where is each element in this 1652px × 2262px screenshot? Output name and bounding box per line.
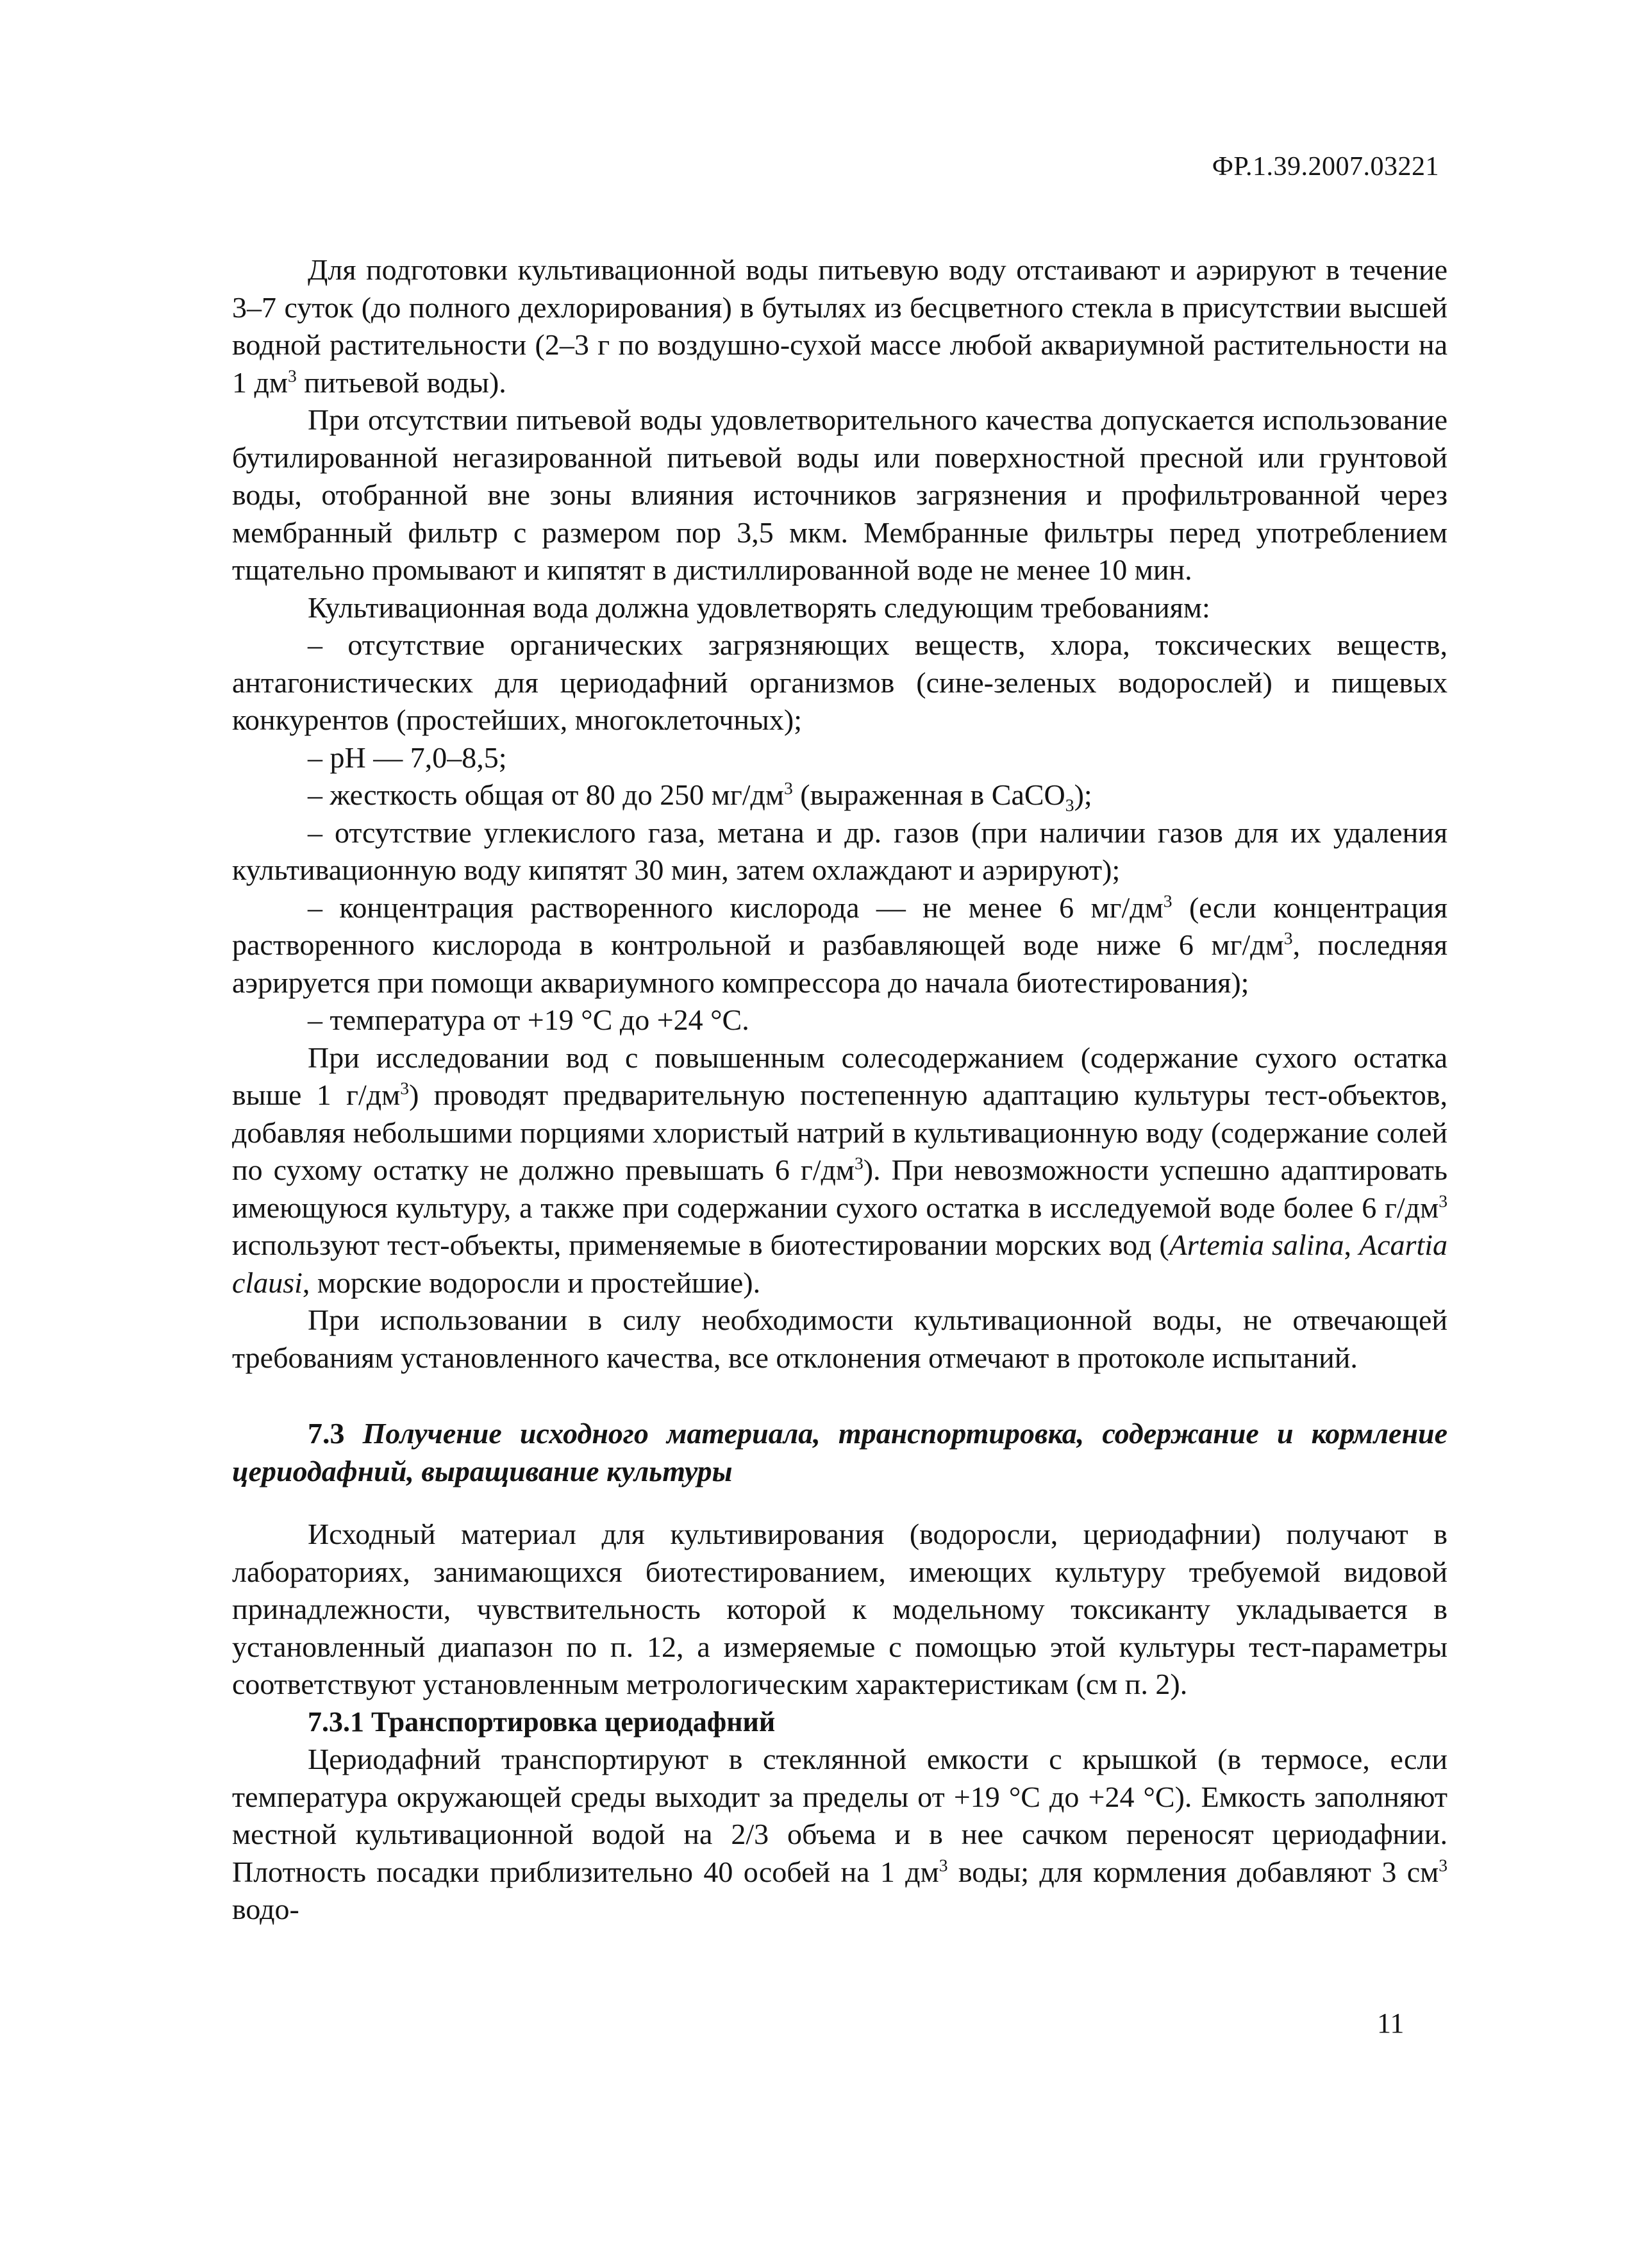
section-heading-7-3-1: 7.3.1 Транспортировка цериодафний [308, 1705, 776, 1738]
requirement-temperature: – температура от +19 °С до +24 °С. [308, 1003, 749, 1036]
requirement-oxygen: – концентрация растворенного кислорода — не менее 6 $мг/дм^3$ (если концентрация растворенного кислорода в контрольной и разбавляющей воде ниже 6 $мг/дм^3$, последняя аэрируется при помощи аквариумного компрессора до начала биотестирования); [232, 891, 1448, 999]
requirement-ph: – pH — 7,0–8,5; [308, 741, 507, 774]
requirement-no-gases: – отсутствие углекислого газа, метана и др. газов (при наличии газов для их удаления культивационную воду кипятят 30 мин, затем охлаждают и аэрируют); [232, 816, 1448, 886]
paragraph-cultivation-water-preparation: Для подготовки культивационной воды питьевую воду отстаивают и аэрируют в течение 3–7 суток (до полного дехлорирования) в бутылях из бесцветного стекла в присутствии высшей водной растительности (2–3 г по воздушно-сухой массе любой аквариумной растительности на 1 $дм^3$ питьевой воды). [232, 253, 1448, 399]
document-body [232, 251, 1448, 1929]
requirement-hardness: – жесткость общая от 80 до 250 $мг/дм^3$ (выраженная в CaCO$_3$); [308, 778, 1092, 816]
paragraph-deviations: При использовании в силу необходимости культивационной воды, не отвечающей требованиям установленного качества, все отклонения отмечают в протоколе испытаний. [232, 1303, 1448, 1374]
species-name-artemia: Artemia salina [1169, 1228, 1344, 1261]
page-number: 11 [1377, 2007, 1405, 2039]
requirement-no-contaminants: – отсутствие органических загрязняющих веществ, хлора, токсических веществ, антагонистических для цериодафний организмов (сине-зеленых водорослей) и пищевых конкурентов (простейших, многоклеточных); [232, 628, 1448, 736]
species-name-acartia: Acartia clausi [232, 1228, 1448, 1299]
document-code: ФР.1.39.2007.03221 [1212, 152, 1439, 181]
paragraph-alternative-water: При отсутствии питьевой воды удовлетворительного качества допускается использование бутилированной негазированной питьевой воды или поверхностной пресной или грунтовой воды, отобранной вне зоны влияния источников загрязнения и профильтрованной через мембранный фильтр с размером пор 3,5 мкм. Мембранные фильтры перед употреблением тщательно промывают и кипятят в дистиллированной воде не менее 10 мин. [232, 403, 1448, 586]
paragraph-source-material: Исходный материал для культивирования (водоросли, цериодафнии) получают в лабораториях, занимающихся биотестированием, имеющих культуру требуемой видовой принадлежности, чувствительность которой к модельному токсиканту укладывается в установленный диапазон по п. 12, а измеряемые с помощью этой культуры тест-параметры соответствуют установленным метрологическим характеристикам (см п. 2). [232, 1518, 1448, 1700]
paragraph-requirements-intro: Культивационная вода должна удовлетворять следующим требованиям: [308, 591, 1210, 624]
paragraph-transportation: Цериодафний транспортируют в стеклянной емкости с крышкой (в термосе, если температура окружающей среды выходит за пределы от +19 °С до +24 °С). Емкость заполняют местной культивационной водой на 2/3 объема и в нее сачком переносят цериодафнии. Плотность посадки приблизительно 40 особей на 1 $дм^3$ воды; для кормления добавляют 3 $см^3$ водо- [232, 1743, 1448, 1925]
section-heading-7-3: 7.3 Получение исходного материала, транспортировка, содержание и кормление цериодафний, выращивание культуры [232, 1417, 1448, 1487]
paragraph-salinity-adaptation: При исследовании вод с повышенным солесодержанием (содержание сухого остатка выше 1 $г/дм^3$) проводят предварительную постепенную адаптацию культуры тест-объектов, добавляя небольшими порциями хлористый натрий в культивационную воду (содержание солей по сухому остатку не должно превышать 6 $г/дм^3$). При невозможности успешно адаптировать имеющуюся культуру, а также при содержании сухого остатка в исследуемой воде более 6 $г/дм^3$ используют тест-объекты, применяемые в биотестировании морских вод (Artemia salina, Acartia clausi, морские водоросли и простейшие). [232, 1041, 1448, 1299]
